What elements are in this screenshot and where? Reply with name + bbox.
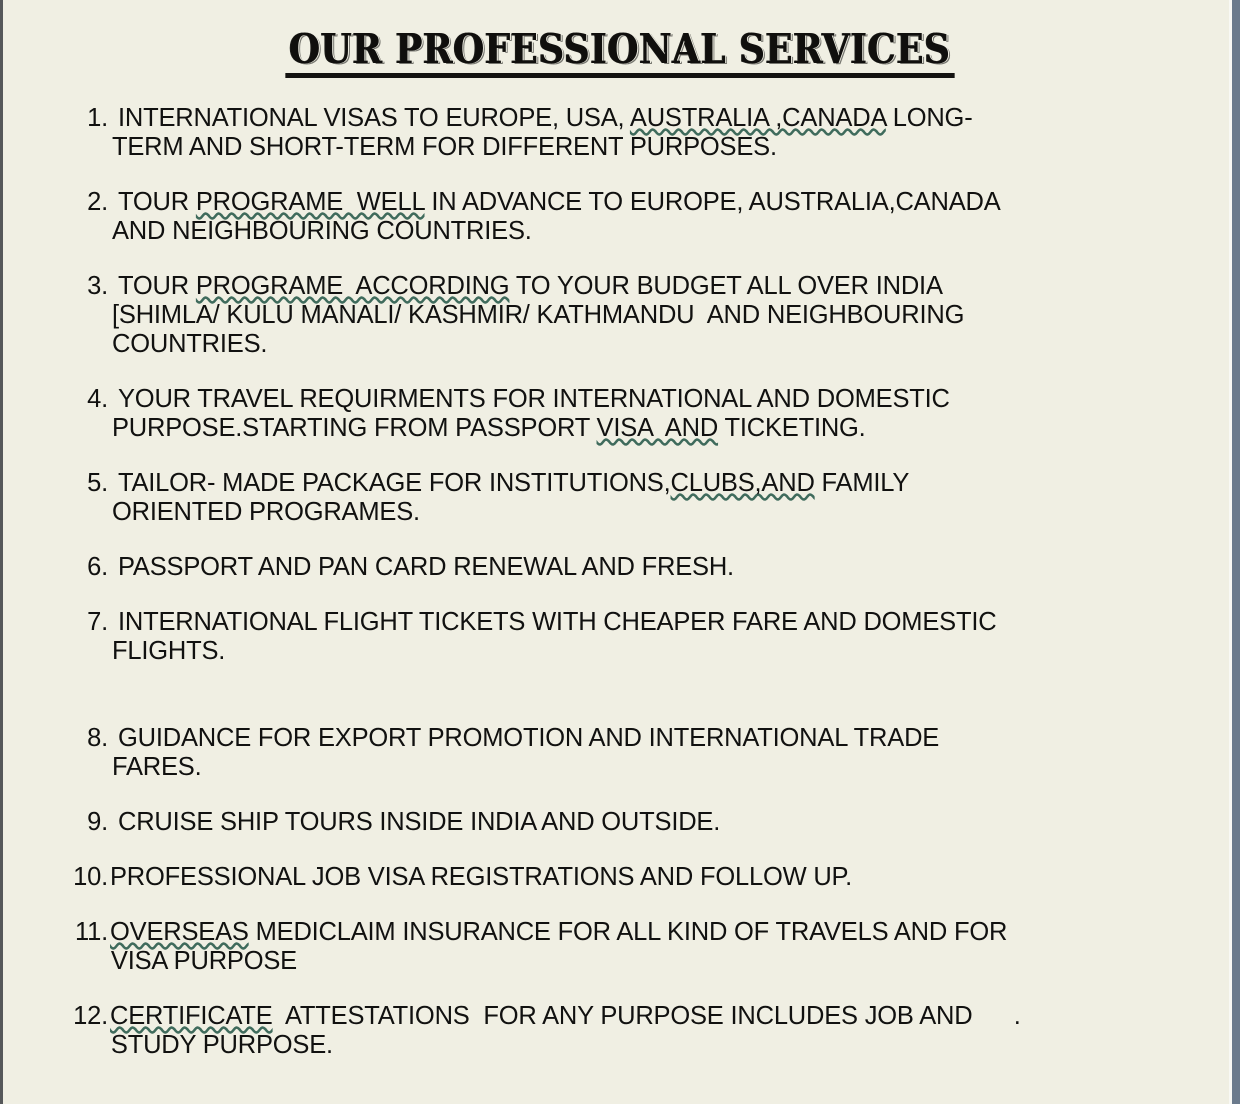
service-list-item <box>0 385 1240 443</box>
spellcheck-flagged-text: AUSTRALIA ,CANADA <box>629 104 886 132</box>
service-list-item <box>0 104 1240 162</box>
service-list-item <box>0 608 1240 666</box>
services-list <box>0 104 1240 1086</box>
service-list-item <box>0 272 1240 359</box>
list-item-number: 12. <box>73 1002 108 1030</box>
list-item-number: 2. <box>87 188 108 216</box>
list-item-text <box>108 385 1240 443</box>
plain-text: TOUR <box>118 188 196 216</box>
list-item-text <box>108 104 1240 162</box>
list-item-number: 1. <box>87 104 108 132</box>
text-line <box>112 301 1240 330</box>
list-item-text <box>108 808 1240 837</box>
list-item-number: 10. <box>73 863 108 891</box>
title-container <box>0 0 1240 106</box>
plain-text: VISA PURPOSE <box>104 947 297 975</box>
plain-text: IN ADVANCE TO EUROPE, AUSTRALIA,CANADA <box>424 188 1001 216</box>
list-item-text <box>108 272 1240 359</box>
plain-text: TOUR <box>118 272 196 300</box>
text-line <box>110 863 1240 892</box>
plain-text: PURPOSE.STARTING FROM PASSPORT <box>112 414 597 442</box>
list-item-number: 3. <box>87 272 108 300</box>
text-line <box>118 104 1240 133</box>
plain-text: MEDICLAIM INSURANCE FOR ALL KIND OF TRAVELS AND FOR <box>248 918 1008 946</box>
plain-text: TERM AND SHORT-TERM FOR DIFFERENT PURPOSES. <box>112 133 777 161</box>
plain-text: ATTESTATIONS FOR ANY PURPOSE INCLUDES JOB AND . <box>272 1002 1021 1030</box>
plain-text: FARES. <box>112 753 202 781</box>
text-line <box>118 724 1240 753</box>
list-item-number: 4. <box>87 385 108 413</box>
service-list-item <box>0 724 1240 782</box>
plain-text: INTERNATIONAL VISAS TO EUROPE, USA, <box>118 104 630 132</box>
plain-text: TAILOR- MADE PACKAGE FOR INSTITUTIONS, <box>118 469 671 497</box>
text-line <box>112 217 1240 246</box>
list-item-text <box>108 724 1240 782</box>
plain-text: INTERNATIONAL FLIGHT TICKETS WITH CHEAPER FARE AND DOMESTIC <box>118 608 997 636</box>
plain-text: YOUR TRAVEL REQUIRMENTS FOR INTERNATIONAL AND DOMESTIC <box>118 385 950 413</box>
plain-text: TICKETING. <box>718 414 866 442</box>
plain-text: FAMILY <box>814 469 910 497</box>
list-item-text <box>108 469 1240 527</box>
plain-text: STUDY PURPOSE. <box>104 1031 333 1059</box>
text-line <box>118 469 1240 498</box>
spellcheck-flagged-text: CERTIFICATE <box>110 1002 273 1030</box>
text-line <box>118 553 1240 582</box>
service-list-item <box>0 863 1240 892</box>
service-list-item <box>0 808 1240 837</box>
text-line <box>118 808 1240 837</box>
text-line <box>112 133 1240 162</box>
text-line <box>110 918 1240 947</box>
text-line <box>112 753 1240 782</box>
text-line <box>118 608 1240 637</box>
list-item-number: 7. <box>87 608 108 636</box>
spellcheck-flagged-text: OVERSEAS <box>110 918 249 946</box>
text-line <box>104 1031 1240 1060</box>
list-item-number: 6. <box>87 553 108 581</box>
page-title: OUR PROFESSIONAL SERVICES <box>285 27 954 78</box>
spellcheck-flagged-text: CLUBS,AND <box>670 469 815 497</box>
service-list-item <box>0 469 1240 527</box>
list-item-text <box>104 918 1240 976</box>
spellcheck-flagged-text: PROGRAME WELL <box>195 188 425 216</box>
service-list-item <box>0 553 1240 582</box>
plain-text: FLIGHTS. <box>112 637 226 665</box>
text-line <box>112 414 1240 443</box>
spellcheck-flagged-text: VISA AND <box>596 414 719 442</box>
plain-text: [SHIMLA/ KULU MANALI/ KASHMIR/ KATHMANDU AND NEIGHBOURING <box>112 301 965 329</box>
service-list-item <box>0 188 1240 246</box>
text-line <box>118 272 1240 301</box>
list-item-text <box>104 1002 1240 1060</box>
plain-text: ORIENTED PROGRAMES. <box>112 498 420 526</box>
plain-text: CRUISE SHIP TOURS INSIDE INDIA AND OUTSIDE. <box>118 808 721 836</box>
list-item-number: 9. <box>87 808 108 836</box>
plain-text: PASSPORT AND PAN CARD RENEWAL AND FRESH. <box>118 553 734 581</box>
text-line <box>110 1002 1240 1031</box>
plain-text: AND NEIGHBOURING COUNTRIES. <box>112 217 532 245</box>
text-line <box>118 188 1240 217</box>
list-item-text <box>108 863 1240 892</box>
list-item-text <box>108 188 1240 246</box>
text-line <box>112 498 1240 527</box>
plain-text: LONG- <box>885 104 973 132</box>
list-item-text <box>108 553 1240 582</box>
text-line <box>112 330 1240 359</box>
spellcheck-flagged-text: PROGRAME ACCORDING <box>195 272 510 300</box>
list-item-number: 8. <box>87 724 108 752</box>
list-item-number: 11. <box>75 918 108 946</box>
list-item-number: 5. <box>87 469 108 497</box>
list-item-text <box>108 608 1240 666</box>
service-list-item <box>0 1002 1240 1060</box>
plain-text: COUNTRIES. <box>112 330 268 358</box>
service-list-item <box>0 918 1240 976</box>
text-line <box>112 637 1240 666</box>
text-line <box>104 947 1240 976</box>
plain-text: TO YOUR BUDGET ALL OVER INDIA <box>509 272 943 300</box>
plain-text: GUIDANCE FOR EXPORT PROMOTION AND INTERNATIONAL TRADE <box>118 724 940 752</box>
text-line <box>118 385 1240 414</box>
plain-text: PROFESSIONAL JOB VISA REGISTRATIONS AND FOLLOW UP. <box>110 863 852 891</box>
